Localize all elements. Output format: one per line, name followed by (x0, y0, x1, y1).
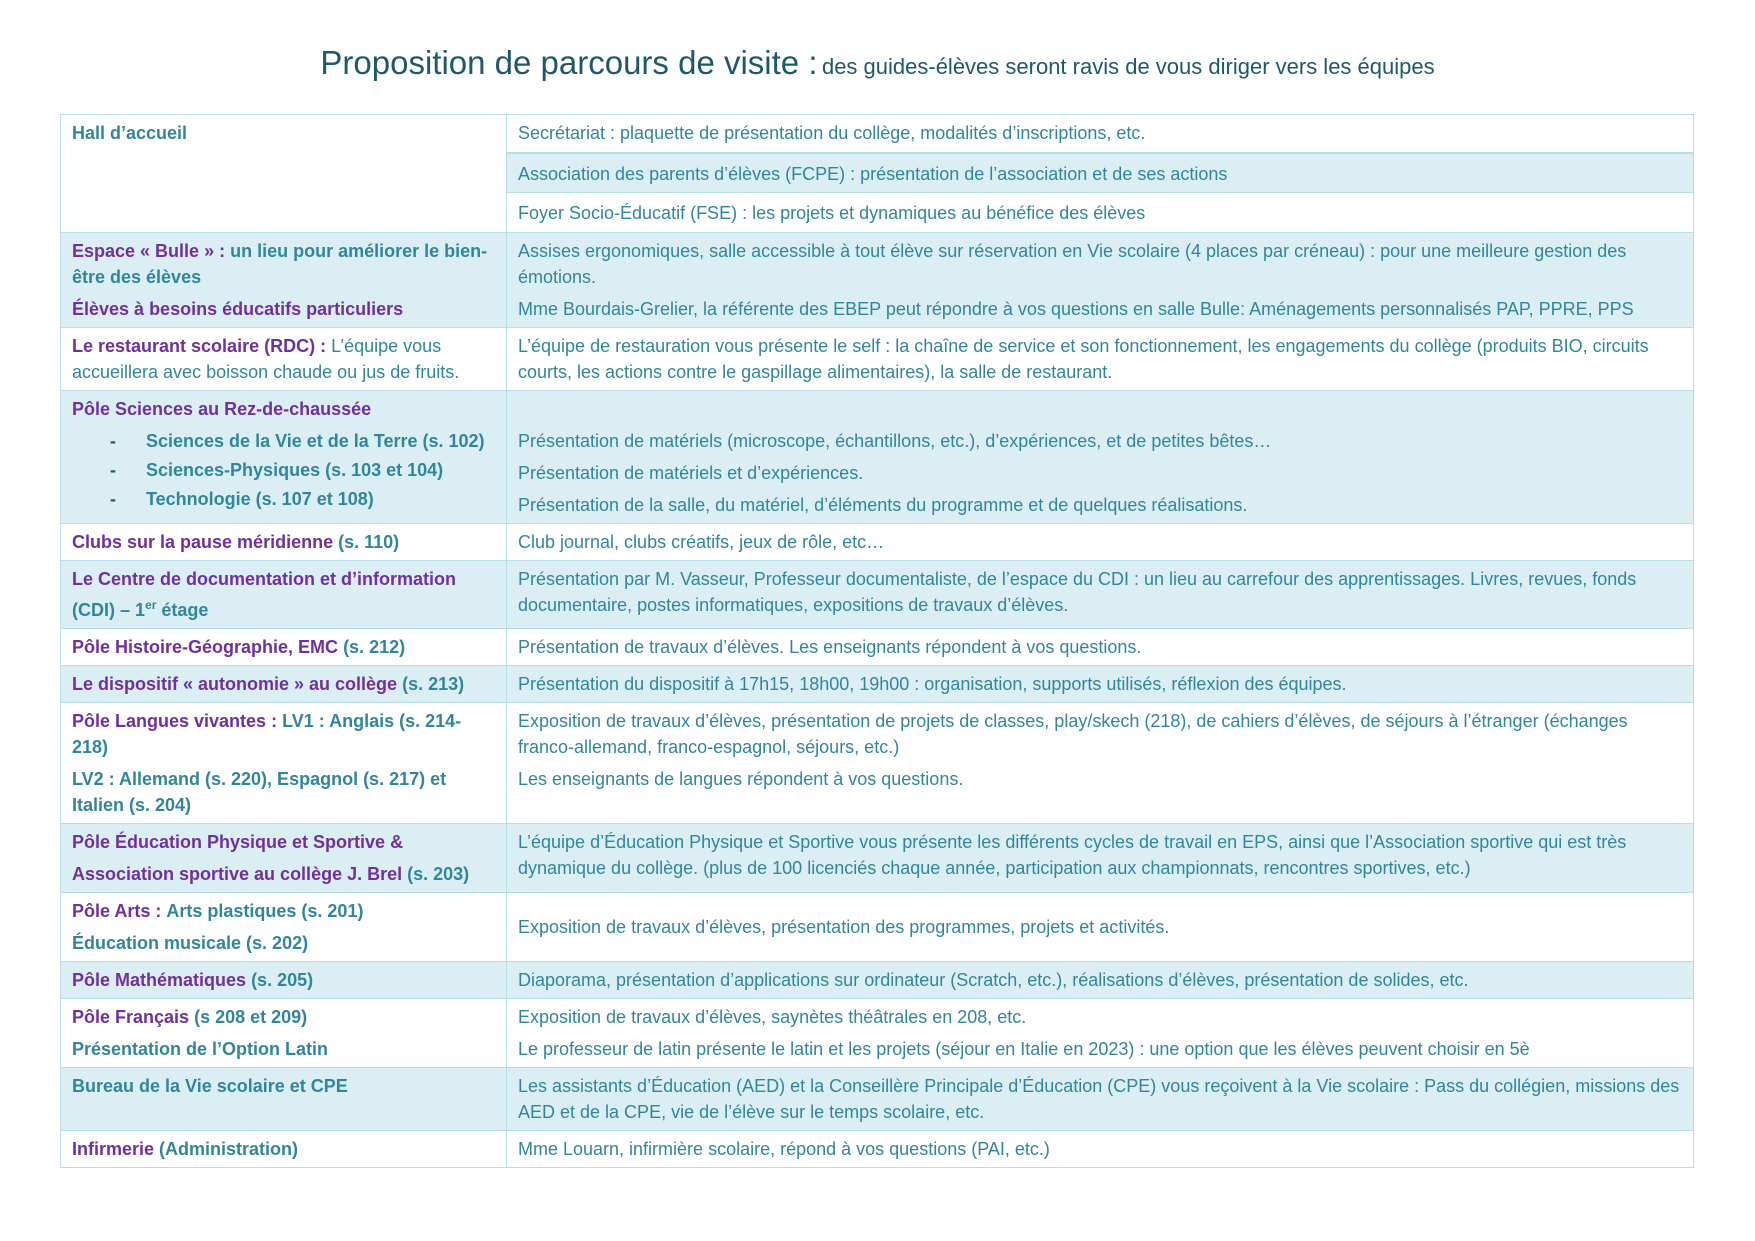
hall-item-fse: Foyer Socio-Éducatif (FSE) : les projets et dynamiques au bénéfice des élèves (518, 203, 1146, 223)
cell-hall-label (61, 115, 507, 233)
row-bulle (61, 233, 1694, 328)
maths-room: (s. 205) (251, 970, 314, 990)
title-main: Proposition de parcours de visite : (320, 44, 818, 81)
cdi-desc: Présentation par M. Vasseur, Professeur documentaliste, de l’espace du CDI : un lieu au carrefour des apprentissages. Livres, revues, fonds documentaire, postes informatiques, expositions de travaux d’élèves. (518, 569, 1637, 615)
svt-desc: Présentation de matériels (microscope, échantillons, etc.), d’expériences, et de petites bêtes… (518, 431, 1272, 451)
ebep-label: Élèves à besoins éducatifs particuliers (72, 299, 404, 319)
row-maths (61, 962, 1694, 999)
list-item-techno: - Technologie (s. 107 et 108) (72, 486, 494, 512)
cell-francais-desc (507, 999, 1694, 1068)
ebep-desc: Mme Bourdais-Grelier, la référente des EBEP peut répondre à vos questions en salle Bulle: Aménagements personnalisés PAP, PPRE, PPS (518, 299, 1634, 319)
maths-label: Pôle Mathématiques (72, 970, 247, 990)
lv1-label: LV1 : Anglais (s. 214-218) (72, 711, 462, 757)
arts-label: Pôle Arts : (72, 901, 162, 921)
list-item-physique: - Sciences-Physiques (s. 103 et 104) (72, 457, 494, 483)
clubs-desc: Club journal, clubs créatifs, jeux de rôle, etc… (518, 532, 885, 552)
hall-item-secretariat: Secrétariat : plaquette de présentation du collège, modalités d’inscriptions, etc. (518, 123, 1146, 143)
autonomie-room: (s. 213) (402, 674, 465, 694)
hall-label: Hall d’accueil (72, 123, 188, 143)
row-histoire (61, 629, 1694, 666)
langues-label: Pôle Langues vivantes : (72, 711, 278, 731)
physique-desc: Présentation de matériels et d’expériences. (518, 463, 864, 483)
restaurant-desc: L’équipe de restauration vous présente le self : la chaîne de service et son fonctionnement, les engagements du collège (produits BIO, circuits courts, les actions contre le gaspillage alimentaires), la salle de restaurant. (518, 336, 1649, 382)
clubs-room: (s. 110) (338, 532, 400, 552)
lv2-label: LV2 : Allemand (s. 220), Espagnol (s. 217) et Italien (s. 204) (72, 769, 447, 815)
visit-route-table (60, 114, 1694, 1168)
row-eps (61, 824, 1694, 893)
francais-room: (s 208 et 209) (194, 1007, 308, 1027)
hall-item-fcpe: Association des parents d’élèves (FCPE) : présentation de l’association et de ses actions (518, 164, 1228, 184)
autonomie-label: Le dispositif « autonomie » au collège (72, 674, 398, 694)
cell-hall-desc (507, 115, 1694, 233)
musique-label: Éducation musicale (s. 202) (72, 933, 309, 953)
bulle-desc: Assises ergonomiques, salle accessible à tout élève sur réservation en Vie scolaire (4 places par créneau) : pour une meilleure gestion des émotions. (518, 241, 1627, 287)
row-langues (61, 703, 1694, 824)
hall-item-fse-band (507, 192, 1693, 226)
cell-vie-scolaire-desc (507, 1068, 1694, 1131)
cell-bulle-desc (507, 233, 1694, 328)
cdi-floor-sup: er (145, 598, 157, 612)
row-sciences (61, 391, 1694, 524)
cell-bulle-label (61, 233, 507, 328)
francais-desc: Exposition de travaux d’élèves, saynètes théâtrales en 208, etc. (518, 1007, 1027, 1027)
cell-restaurant-label (61, 328, 507, 391)
cell-restaurant-desc (507, 328, 1694, 391)
cell-eps-desc (507, 824, 1694, 893)
cell-francais-label (61, 999, 507, 1068)
cell-langues-desc (507, 703, 1694, 824)
infirmerie-desc: Mme Louarn, infirmière scolaire, répond à vos questions (PAI, etc.) (518, 1139, 1050, 1159)
row-hall (61, 115, 1694, 233)
cell-maths-label (61, 962, 507, 999)
cdi-floor-b: étage (161, 600, 209, 620)
row-clubs (61, 524, 1694, 561)
eps-room: (s. 203) (407, 864, 470, 884)
cell-infirmerie-desc (507, 1131, 1694, 1168)
cell-autonomie-desc (507, 666, 1694, 703)
infirmerie-label: Infirmerie (72, 1139, 155, 1159)
infirmerie-location: (Administration) (159, 1139, 299, 1159)
as-label: Association sportive au collège J. Brel (72, 864, 403, 884)
row-francais (61, 999, 1694, 1068)
cell-sciences-label (61, 391, 507, 524)
restaurant-note: L’équipe vous accueillera avec boisson chaude ou jus de fruits. (72, 336, 460, 382)
vie-scolaire-label: Bureau de la Vie scolaire et CPE (72, 1076, 348, 1096)
cell-cdi-label (61, 561, 507, 629)
cell-arts-desc (507, 893, 1694, 962)
histoire-label: Pôle Histoire-Géographie, EMC (72, 637, 339, 657)
cell-cdi-desc (507, 561, 1694, 629)
bulle-label-sub: un lieu pour améliorer le bien-être des élèves (72, 241, 488, 287)
cell-maths-desc (507, 962, 1694, 999)
cell-langues-label (61, 703, 507, 824)
langues-desc: Exposition de travaux d’élèves, présentation de projets de classes, play/skech (218), de cahiers d’élèves, de séjours à l’étranger (échanges franco-allemand, franco-espagnol, séjours, etc.) (518, 711, 1628, 757)
sciences-list (72, 428, 494, 512)
page-title (0, 44, 1755, 82)
maths-desc: Diaporama, présentation d’applications sur ordinateur (Scratch, etc.), réalisations d’élèves, présentation de solides, etc. (518, 970, 1469, 990)
latin-desc: Le professeur de latin présente le latin et les projets (séjour en Italie en 2023) : une option que les élèves peuvent choisir en 5è (518, 1039, 1530, 1059)
cdi-label: Le Centre de documentation et d’information (72, 569, 457, 589)
clubs-label: Clubs sur la pause méridienne (72, 532, 334, 552)
hall-item-fcpe-band (507, 152, 1693, 192)
cdi-floor-a: (CDI) – 1 (72, 600, 146, 620)
histoire-room: (s. 212) (343, 637, 406, 657)
sciences-label: Pôle Sciences au Rez-de-chaussée (72, 399, 372, 419)
eps-desc: L’équipe d’Éducation Physique et Sportive vous présente les différents cycles de travail en EPS, ainsi que l’Association sportive qui est très dynamique du collège. (plus de 100 licenciés chaque année, participation aux championnats, rencontres sportives, etc.) (518, 832, 1627, 878)
row-restaurant (61, 328, 1694, 391)
bulle-label-title: Espace « Bulle » : (72, 241, 226, 261)
eps-label: Pôle Éducation Physique et Sportive & (72, 832, 404, 852)
row-cdi (61, 561, 1694, 629)
cell-autonomie-label (61, 666, 507, 703)
row-infirmerie (61, 1131, 1694, 1168)
techno-desc: Présentation de la salle, du matériel, d’éléments du programme et de quelques réalisations. (518, 495, 1248, 515)
list-item-svt: - Sciences de la Vie et de la Terre (s. 102) (72, 428, 494, 454)
cell-vie-scolaire-label (61, 1068, 507, 1131)
cell-arts-label (61, 893, 507, 962)
cell-infirmerie-label (61, 1131, 507, 1168)
histoire-desc: Présentation de travaux d’élèves. Les enseignants répondent à vos questions. (518, 637, 1142, 657)
cell-sciences-desc (507, 391, 1694, 524)
autonomie-desc: Présentation du dispositif à 17h15, 18h00, 19h00 : organisation, supports utilisés, réflexion des équipes. (518, 674, 1347, 694)
langues-desc-2: Les enseignants de langues répondent à vos questions. (518, 769, 964, 789)
title-subtitle: des guides-élèves seront ravis de vous diriger vers les équipes (821, 54, 1435, 79)
cell-clubs-label (61, 524, 507, 561)
latin-label: Présentation de l’Option Latin (72, 1039, 329, 1059)
vie-scolaire-desc: Les assistants d’Éducation (AED) et la Conseillère Principale d’Éducation (CPE) vous reçoivent à la Vie scolaire : Pass du collégien, missions des AED et de la CPE, vie de l’élève sur le temps scolaire, etc. (518, 1076, 1680, 1122)
cell-histoire-desc (507, 629, 1694, 666)
row-autonomie (61, 666, 1694, 703)
cell-clubs-desc (507, 524, 1694, 561)
cell-eps-label (61, 824, 507, 893)
cell-histoire-label (61, 629, 507, 666)
row-arts (61, 893, 1694, 962)
restaurant-label: Le restaurant scolaire (RDC) : (72, 336, 327, 356)
arts-plastiques: Arts plastiques (s. 201) (166, 901, 364, 921)
arts-desc: Exposition de travaux d’élèves, présentation des programmes, projets et activités. (518, 917, 1170, 937)
row-vie-scolaire (61, 1068, 1694, 1131)
francais-label: Pôle Français (72, 1007, 190, 1027)
